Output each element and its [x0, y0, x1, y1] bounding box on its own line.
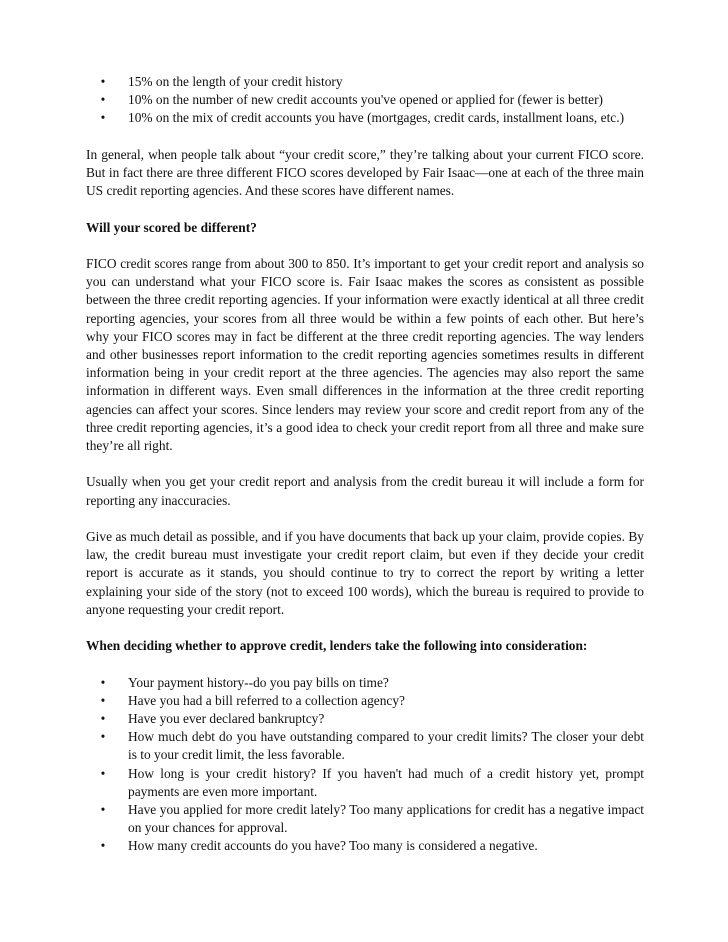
section-heading-scores-different: Will your scored be different?	[86, 219, 257, 235]
bullet-icon: •	[100, 692, 106, 708]
bullet-icon: •	[100, 92, 106, 108]
list-item: • Have you ever declared bankruptcy?	[86, 710, 644, 728]
list-item: • 10% on the number of new credit accounts you've opened or applied for (fewer is better)	[86, 91, 644, 109]
paragraph-detail: Give as much detail as possible, and if you have documents that back up your claim, provide copies. By law, the credit bureau must investigate your credit report claim, but even if they decide your credit report is accurate as it stands, you should continue to try to correct the report by writing a letter explaining your side of the story (not to exceed 100 words), which the bureau is required to provide to anyone requesting your credit report.	[86, 529, 644, 617]
list-item: • Have you applied for more credit lately? Too many applications for credit has a negative impact on your chances for approval.	[86, 801, 644, 837]
score-factors-list	[86, 73, 644, 128]
paragraph-fico-scores: In general, when people talk about “your credit score,” they’re talking about your current FICO score. But in fact there are three different FICO scores developed by Fair Isaac—one at each of the three main US credit reporting agencies. And these scores have different names.	[86, 146, 644, 199]
bullet-icon: •	[100, 729, 106, 745]
list-item: • How many credit accounts do you have? Too many is considered a negative.	[86, 837, 644, 855]
bullet-icon: •	[100, 802, 106, 818]
list-item: • 15% on the length of your credit history	[86, 73, 644, 91]
bullet-icon: •	[100, 765, 106, 781]
list-item: • How long is your credit history? If you haven't had much of a credit history yet, prompt payments are even more important.	[86, 765, 644, 801]
paragraph-inaccuracies: Usually when you get your credit report and analysis from the credit bureau it will include a form for reporting any inaccuracies.	[86, 474, 644, 508]
bullet-icon: •	[100, 674, 106, 690]
list-item: • Have you had a bill referred to a collection agency?	[86, 692, 644, 710]
document-page	[86, 73, 644, 856]
bullet-icon: •	[100, 74, 106, 89]
list-item: • How much debt do you have outstanding compared to your credit limits? The closer your debt is to your credit limit, the less favorable.	[86, 728, 644, 764]
paragraph-score-range: FICO credit scores range from about 300 to 850. It’s important to get your credit report and analysis so you can understand what your FICO score is. Fair Isaac makes the scores as consistent as possible between the three credit reporting agencies. If your information were exactly identical at all three credit reporting agencies, your scores from all three would be within a few points of each other. But here’s why your FICO scores may in fact be different at the three credit reporting agencies. The way lenders and other businesses report information to the credit reporting agencies sometimes results in different information being in your credit report at the three agencies. The agencies may also report the same information in different ways. Even small differences in the information at the three credit reporting agencies can affect your scores. Since lenders may review your score and credit report from any of the three credit reporting agencies, it’s a good idea to check your credit report from all three and make sure they’re all right.	[86, 255, 644, 454]
lender-considerations-list	[86, 674, 644, 856]
section-heading-lender-considerations: When deciding whether to approve credit, lenders take the following into consideration:	[86, 638, 588, 654]
bullet-icon: •	[100, 711, 106, 726]
list-item: • Your payment history--do you pay bills on time?	[86, 674, 644, 692]
list-item: • 10% on the mix of credit accounts you have (mortgages, credit cards, installment loans, etc.)	[86, 109, 644, 127]
bullet-icon: •	[100, 110, 106, 126]
bullet-icon: •	[100, 838, 106, 854]
